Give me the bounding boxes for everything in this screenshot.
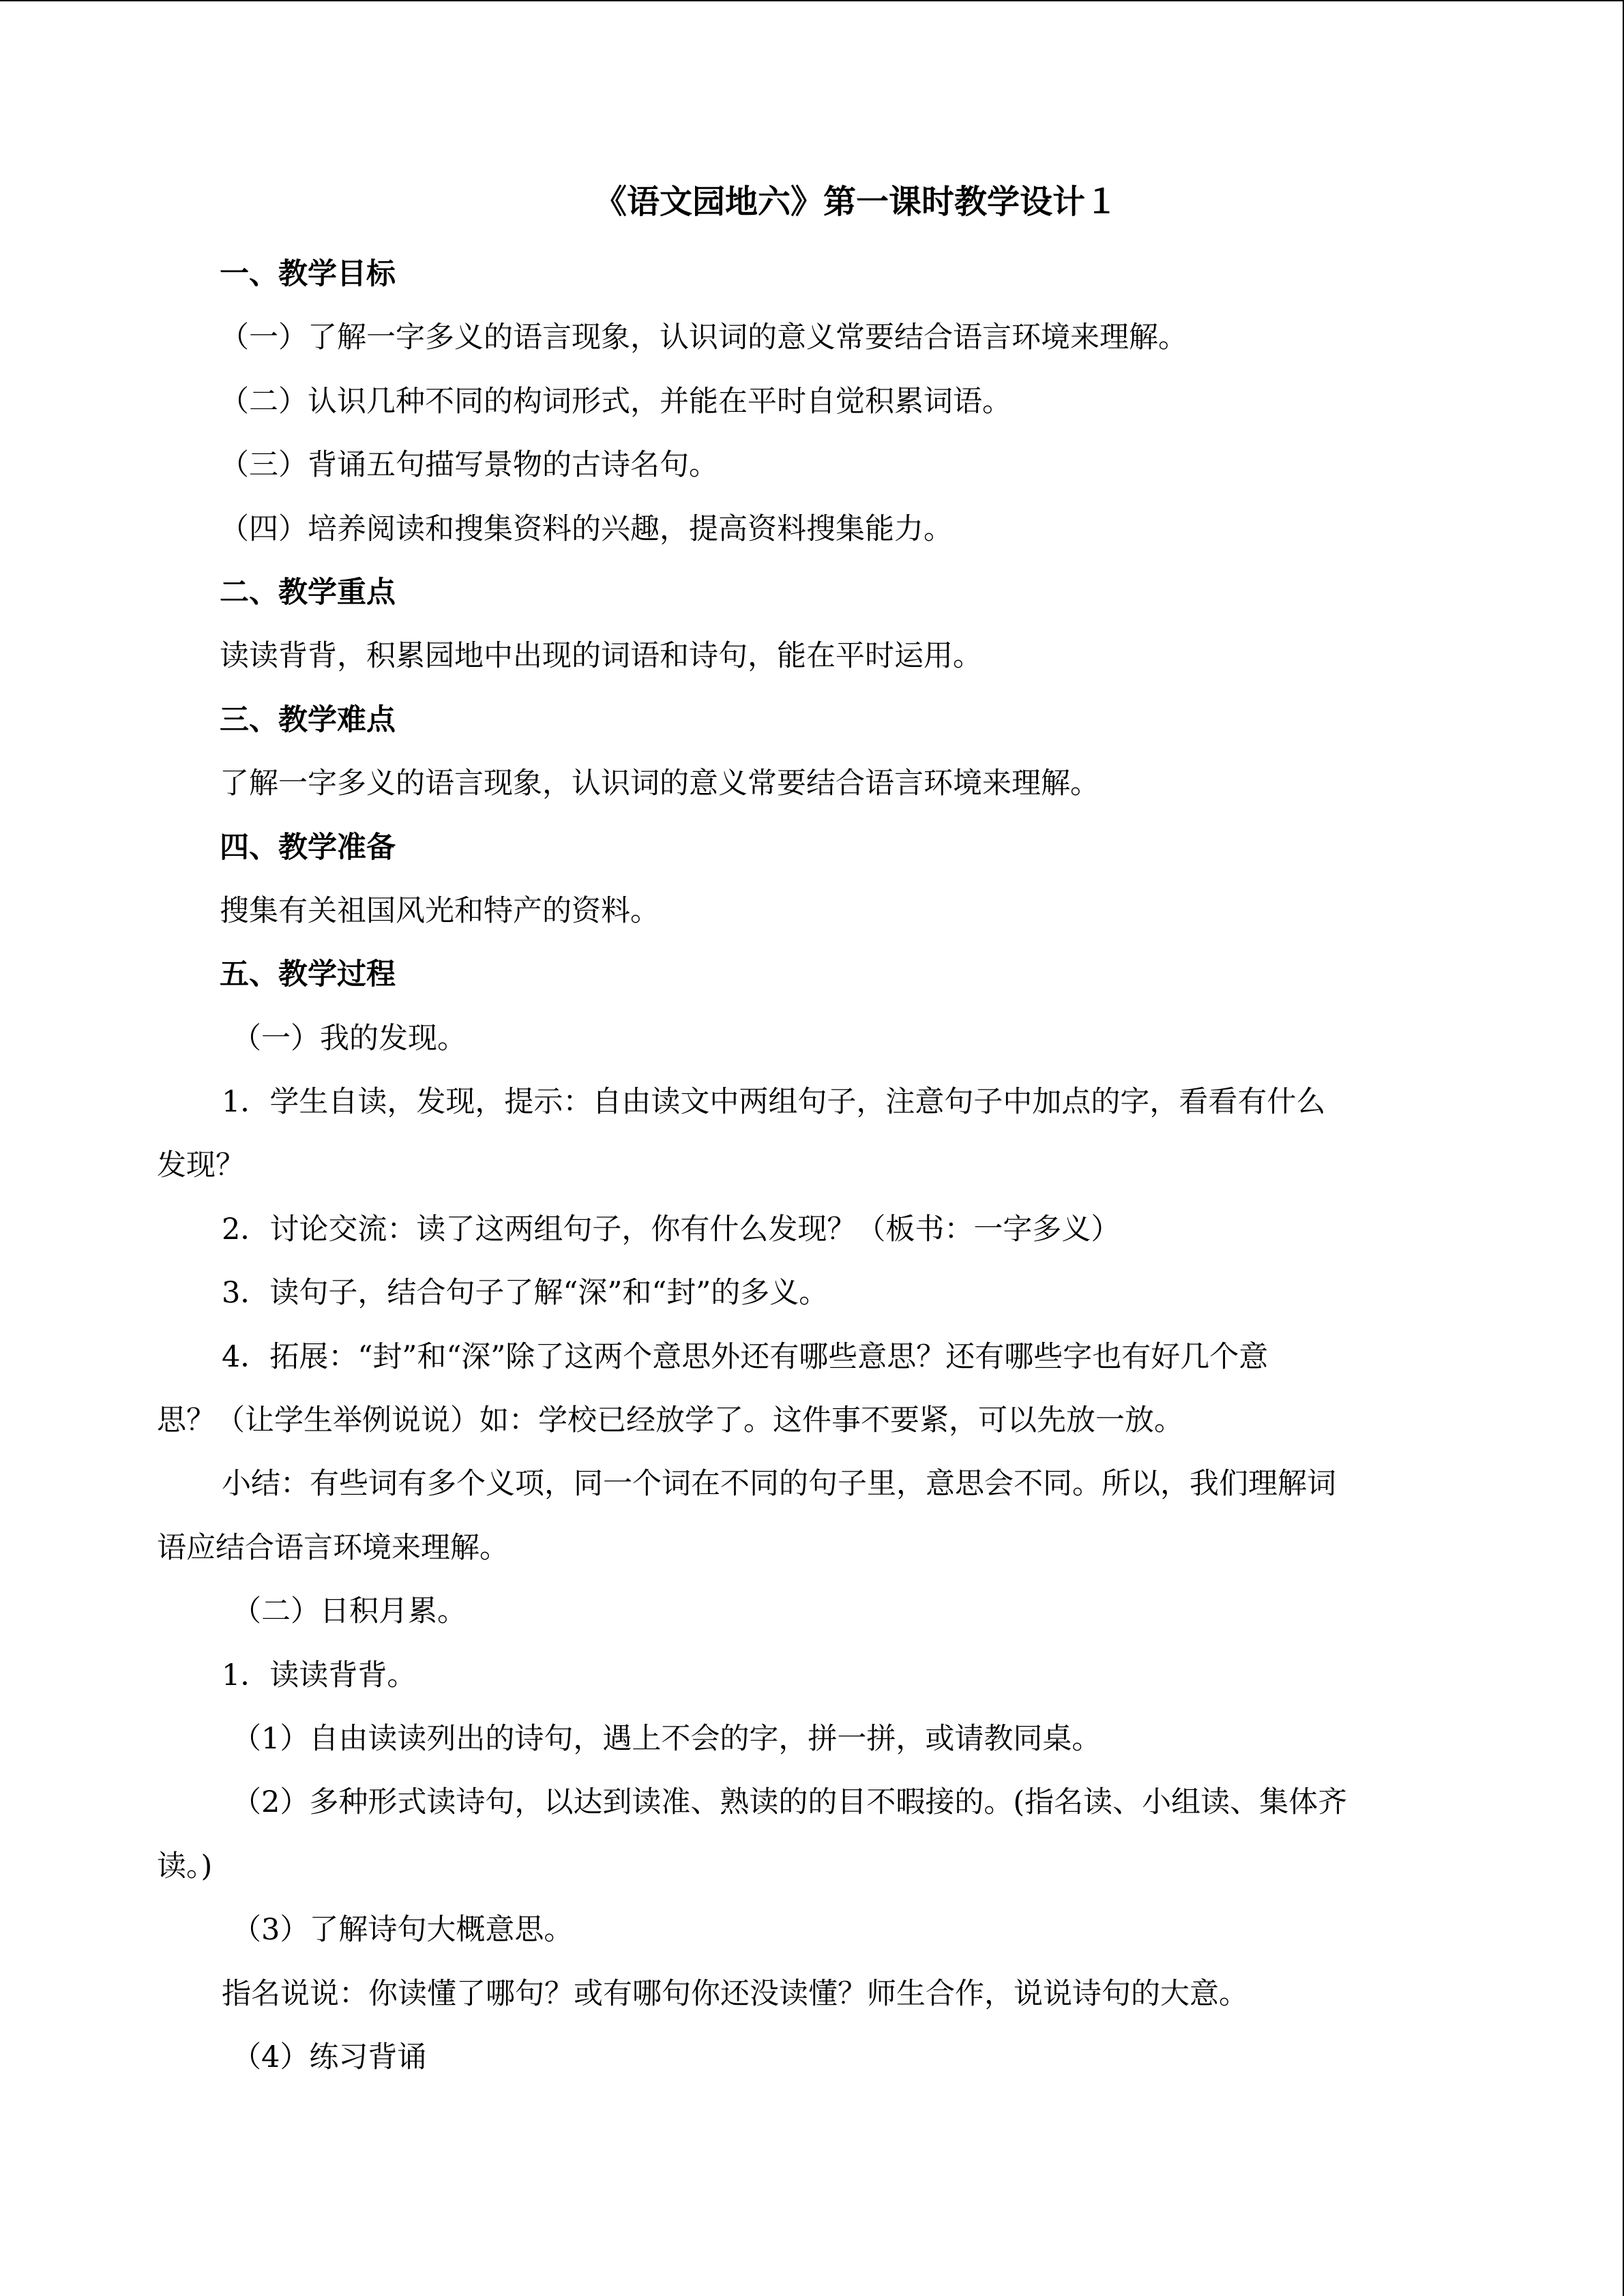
- process-step: 2．讨论交流：读了这两组句子，你有什么发现？（板书：一字多义）: [222, 1212, 1121, 1247]
- key-points-text: 读读背背，积累园地中出现的词语和诗句，能在平时运用。: [220, 639, 982, 674]
- difficulties-text: 了解一字多义的语言现象，认识词的意义常要结合语言环境来理解。: [220, 766, 1099, 801]
- process-step: 1．读读背背。: [222, 1658, 417, 1693]
- process-substep: （2）多种形式读诗句，以达到读准、熟读的的目不暇接的。(指名读、小组读、集体齐: [232, 1785, 1348, 1820]
- process-subheading-discovery: （一）我的发现。: [232, 1021, 467, 1056]
- process-step-continuation: 发现？: [157, 1148, 245, 1183]
- section-heading-preparation: 四、教学准备: [220, 830, 396, 865]
- process-subheading-accumulation: （二）日积月累。: [232, 1594, 467, 1629]
- document-body: [157, 161, 1466, 2089]
- process-step-continuation: 思？（让学生举例说说）如：学校已经放学了。这件事不要紧，可以先放一放。: [157, 1403, 1183, 1438]
- page-title: 《语文园地六》第一课时教学设计１: [593, 183, 1118, 221]
- process-substep: （3）了解诗句大概意思。: [232, 1913, 574, 1948]
- process-substep: （4）练习背诵: [232, 2040, 427, 2074]
- preparation-text: 搜集有关祖国风光和特产的资料。: [220, 893, 660, 928]
- objective-item: （二）认识几种不同的构词形式，并能在平时自觉积累词语。: [220, 384, 1012, 419]
- objective-item: （四）培养阅读和搜集资料的兴趣，提高资料搜集能力。: [220, 511, 953, 546]
- section-heading-key-points: 二、教学重点: [220, 575, 396, 610]
- process-substep-continuation: 读。): [157, 1849, 213, 1883]
- process-step: 1．学生自读，发现，提示：自由读文中两组句子，注意句子中加点的字，看看有什么: [222, 1085, 1326, 1120]
- process-step: 4．拓展：“封”和“深”除了这两个意思外还有哪些意思？还有哪些字也有好几个意: [222, 1339, 1269, 1374]
- objective-item: （三）背诵五句描写景物的古诗名句。: [220, 448, 718, 483]
- section-heading-difficulties: 三、教学难点: [220, 702, 396, 737]
- summary-text-continuation: 语应结合语言环境来理解。: [157, 1530, 509, 1565]
- process-substep: （1）自由读读列出的诗句，遇上不会的字，拼一拼，或请教同桌。: [232, 1721, 1102, 1756]
- section-heading-objectives: 一、教学目标: [220, 257, 396, 291]
- summary-text: 小结：有些词有多个义项，同一个词在不同的句子里，意思会不同。所以，我们理解词: [222, 1467, 1336, 1502]
- section-heading-process: 五、教学过程: [220, 957, 396, 992]
- objective-item: （一）了解一字多义的语言现象，认识词的意义常要结合语言环境来理解。: [220, 320, 1187, 355]
- process-step: 3．读句子，结合句子了解“深”和“封”的多义。: [222, 1276, 829, 1311]
- process-note: 指名说说：你读懂了哪句？或有哪句你还没读懂？师生合作，说说诗句的大意。: [222, 1976, 1248, 2011]
